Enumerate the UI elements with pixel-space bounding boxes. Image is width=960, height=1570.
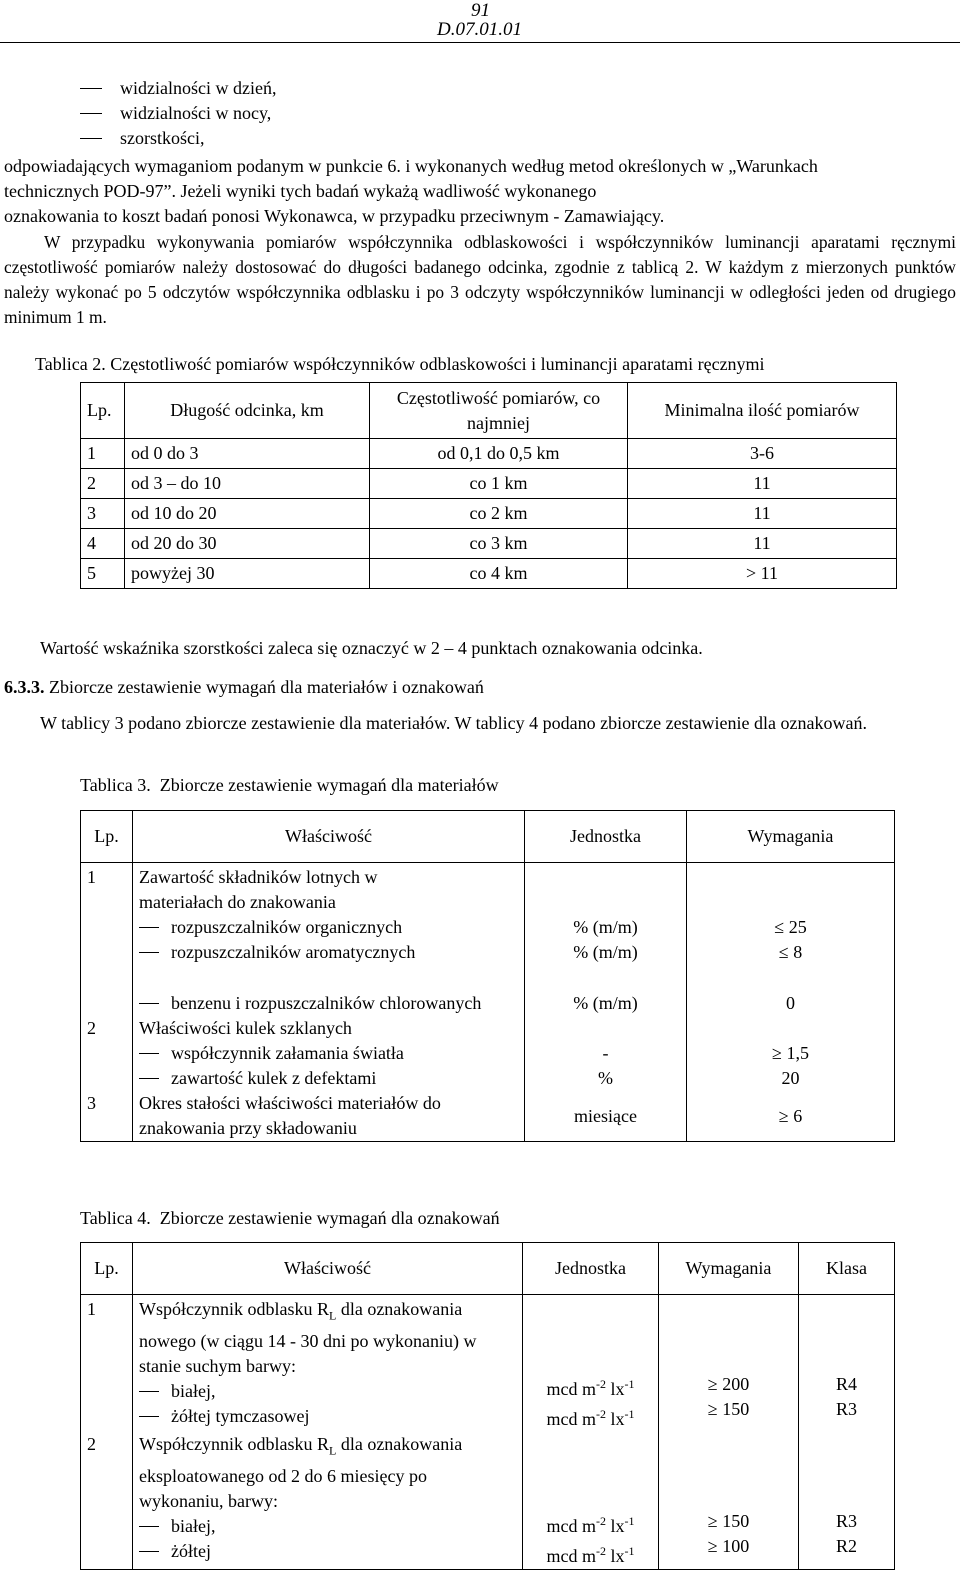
list-item: żółtej bbox=[139, 1539, 516, 1564]
paragraph-roughness: Wartość wskaźnika szorstkości zaleca się oznaczyć w 2 – 4 punktach oznakowania odcinka. bbox=[40, 638, 703, 658]
bullet-item: szorstkości, bbox=[80, 127, 205, 150]
column-header: Lp. bbox=[81, 811, 133, 863]
dash-icon bbox=[139, 952, 159, 953]
paragraph-measurements: W przypadku wykonywania pomiarów współczynnika odblaskowości i współczynników luminancji aparatami ręcznymi częstotliwość pomiarów należy dostosować do długości badanego odcinka, zgodnie z tablicą 2. W każdym z mierzonych punktów należy wykonać po 5 odczytów współczynnika odblasku i po 3 odczyty współczynników luminancji w odległości jeden od drugiego minimum 1 m. bbox=[4, 232, 956, 327]
list-item: rozpuszczalników aromatycznych bbox=[139, 940, 518, 965]
table-row: 1 od 0 do 3 od 0,1 do 0,5 km 3-6 bbox=[81, 439, 897, 469]
list-item: rozpuszczalników organicznych bbox=[139, 915, 518, 940]
column-header: Długość odcinka, km bbox=[125, 383, 370, 439]
table-row: 5 powyżej 30 co 4 km > 11 bbox=[81, 559, 897, 589]
list-item: benzenu i rozpuszczalników chlorowanych bbox=[139, 991, 518, 1016]
column-header: Właściwość bbox=[133, 811, 525, 863]
bullet-item: widzialności w dzień, bbox=[80, 77, 276, 100]
dash-icon bbox=[139, 1053, 159, 1054]
table-row: 2 Współczynnik odblasku $R_L$ dla oznakowania eksploatowanego od 2 do 6 miesięcy po wykonaniu, barwy: białej, żółtej mcd $m^{-2}$ $lx^{-1}$ mcd $m^{-2}$ $lx^{-1}$ ≥ 150 ≥ 100 R3 R2 bbox=[81, 1432, 895, 1570]
paragraph-tables-intro: W tablicy 3 podano zbiorcze zestawienie dla materiałów. W tablicy 4 podano zbiorcze zestawienie dla oznakowań. bbox=[40, 713, 867, 733]
column-header: Wymagania bbox=[687, 811, 895, 863]
column-header: Lp. bbox=[81, 1243, 133, 1295]
greater-equal-icon: ≥ bbox=[707, 1511, 718, 1531]
table-row: 4 od 20 do 30 co 3 km 11 bbox=[81, 529, 897, 559]
column-header: Lp. bbox=[81, 383, 125, 439]
column-header: Wymagania bbox=[659, 1243, 799, 1295]
dash-icon bbox=[139, 1416, 159, 1417]
table-row: 3 Okres stałości właściwości materiałów do znakowania przy składowaniu miesiące ≥ 6 bbox=[81, 1091, 895, 1142]
paragraph-line: oznakowania to koszt badań ponosi Wykonawca, w przypadku przeciwnym - Zamawiający. bbox=[4, 206, 665, 226]
dash-icon bbox=[139, 927, 159, 928]
greater-equal-icon: ≥ bbox=[707, 1374, 718, 1394]
table-row: 2 od 3 – do 10 co 1 km 11 bbox=[81, 469, 897, 499]
bullet-item: widzialności w nocy, bbox=[80, 102, 271, 125]
table3-caption: Tablica 3. Zbiorcze zestawienie wymagań dla materiałów bbox=[80, 775, 499, 795]
greater-equal-icon: ≥ bbox=[772, 1043, 782, 1063]
page-header bbox=[0, 0, 960, 43]
list-item: białej, bbox=[139, 1514, 516, 1539]
table-row: 3 od 10 do 20 co 2 km 11 bbox=[81, 499, 897, 529]
greater-equal-icon: ≥ bbox=[707, 1399, 718, 1419]
column-header: Właściwość bbox=[133, 1243, 523, 1295]
dash-icon bbox=[80, 88, 102, 89]
list-item: zawartość kulek z defektami bbox=[139, 1066, 518, 1091]
section-number: 6.3.3. bbox=[4, 677, 45, 697]
table-row: 1 Współczynnik odblasku $R_L$ dla oznakowania nowego (w ciągu 14 - 30 dni po wykonaniu) w stanie suchym barwy: białej, żółtej tymczasowej mcd $m^{-2}$ $lx^{-1}$ mcd $m^{-2}$ $lx^{-1}$ ≥ 200 ≥ 150 R4 R3 bbox=[81, 1295, 895, 1433]
section-title: Zbiorcze zestawienie wymagań dla materiałów i oznakowań bbox=[49, 677, 484, 697]
column-header: Częstotliwość pomiarów, co najmniej bbox=[370, 383, 628, 439]
list-item: żółtej tymczasowej bbox=[139, 1404, 516, 1429]
table-2 bbox=[80, 382, 897, 589]
dash-icon bbox=[139, 1078, 159, 1079]
list-item: białej, bbox=[139, 1379, 516, 1404]
dash-icon bbox=[139, 1551, 159, 1552]
less-equal-icon: ≤ bbox=[778, 942, 789, 962]
less-equal-icon: ≤ bbox=[774, 917, 785, 937]
table2-caption: Tablica 2. Częstotliwość pomiarów współczynników odblaskowości i luminancji aparatami ręcznymi bbox=[35, 354, 765, 374]
table4-caption: Tablica 4. Zbiorcze zestawienie wymagań dla oznakowań bbox=[80, 1208, 500, 1228]
table-4 bbox=[80, 1242, 895, 1570]
column-header: Jednostka bbox=[523, 1243, 659, 1295]
greater-equal-icon: ≥ bbox=[707, 1536, 718, 1556]
column-header: Minimalna ilość pomiarów bbox=[628, 383, 897, 439]
column-header: Jednostka bbox=[525, 811, 687, 863]
table-row: 2 Właściwości kulek szklanych współczynnik załamania światła zawartość kulek z defektami - % ≥ 1,5 20 bbox=[81, 1016, 895, 1091]
dash-icon bbox=[80, 113, 102, 114]
dash-icon bbox=[139, 1003, 159, 1004]
list-item: współczynnik załamania światła bbox=[139, 1041, 518, 1066]
paragraph-line: odpowiadających wymaganiom podanym w punkcie 6. i wykonanych według metod określonych w „Warunkach bbox=[4, 156, 818, 176]
document-id: D.07.01.01 bbox=[437, 19, 522, 40]
dash-icon bbox=[80, 138, 102, 139]
table-row: 1 Zawartość składników lotnych w materiałach do znakowania rozpuszczalników organicznych rozpuszczalników aromatycznych benzenu i rozpuszczalników chlorowanych % (m/m) % (m/m) % (m/m) ≤ 25 ≤ 8 0 bbox=[81, 863, 895, 1017]
column-header: Klasa bbox=[799, 1243, 895, 1295]
dash-icon bbox=[139, 1391, 159, 1392]
dash-icon bbox=[139, 1526, 159, 1527]
paragraph-line: technicznych POD-97”. Jeżeli wyniki tych badań wykażą wadliwość wykonanego bbox=[4, 181, 597, 201]
table-3 bbox=[80, 810, 895, 1142]
greater-equal-icon: ≥ bbox=[778, 1105, 789, 1126]
section-heading bbox=[4, 676, 484, 699]
page-number: 91 bbox=[471, 0, 490, 21]
